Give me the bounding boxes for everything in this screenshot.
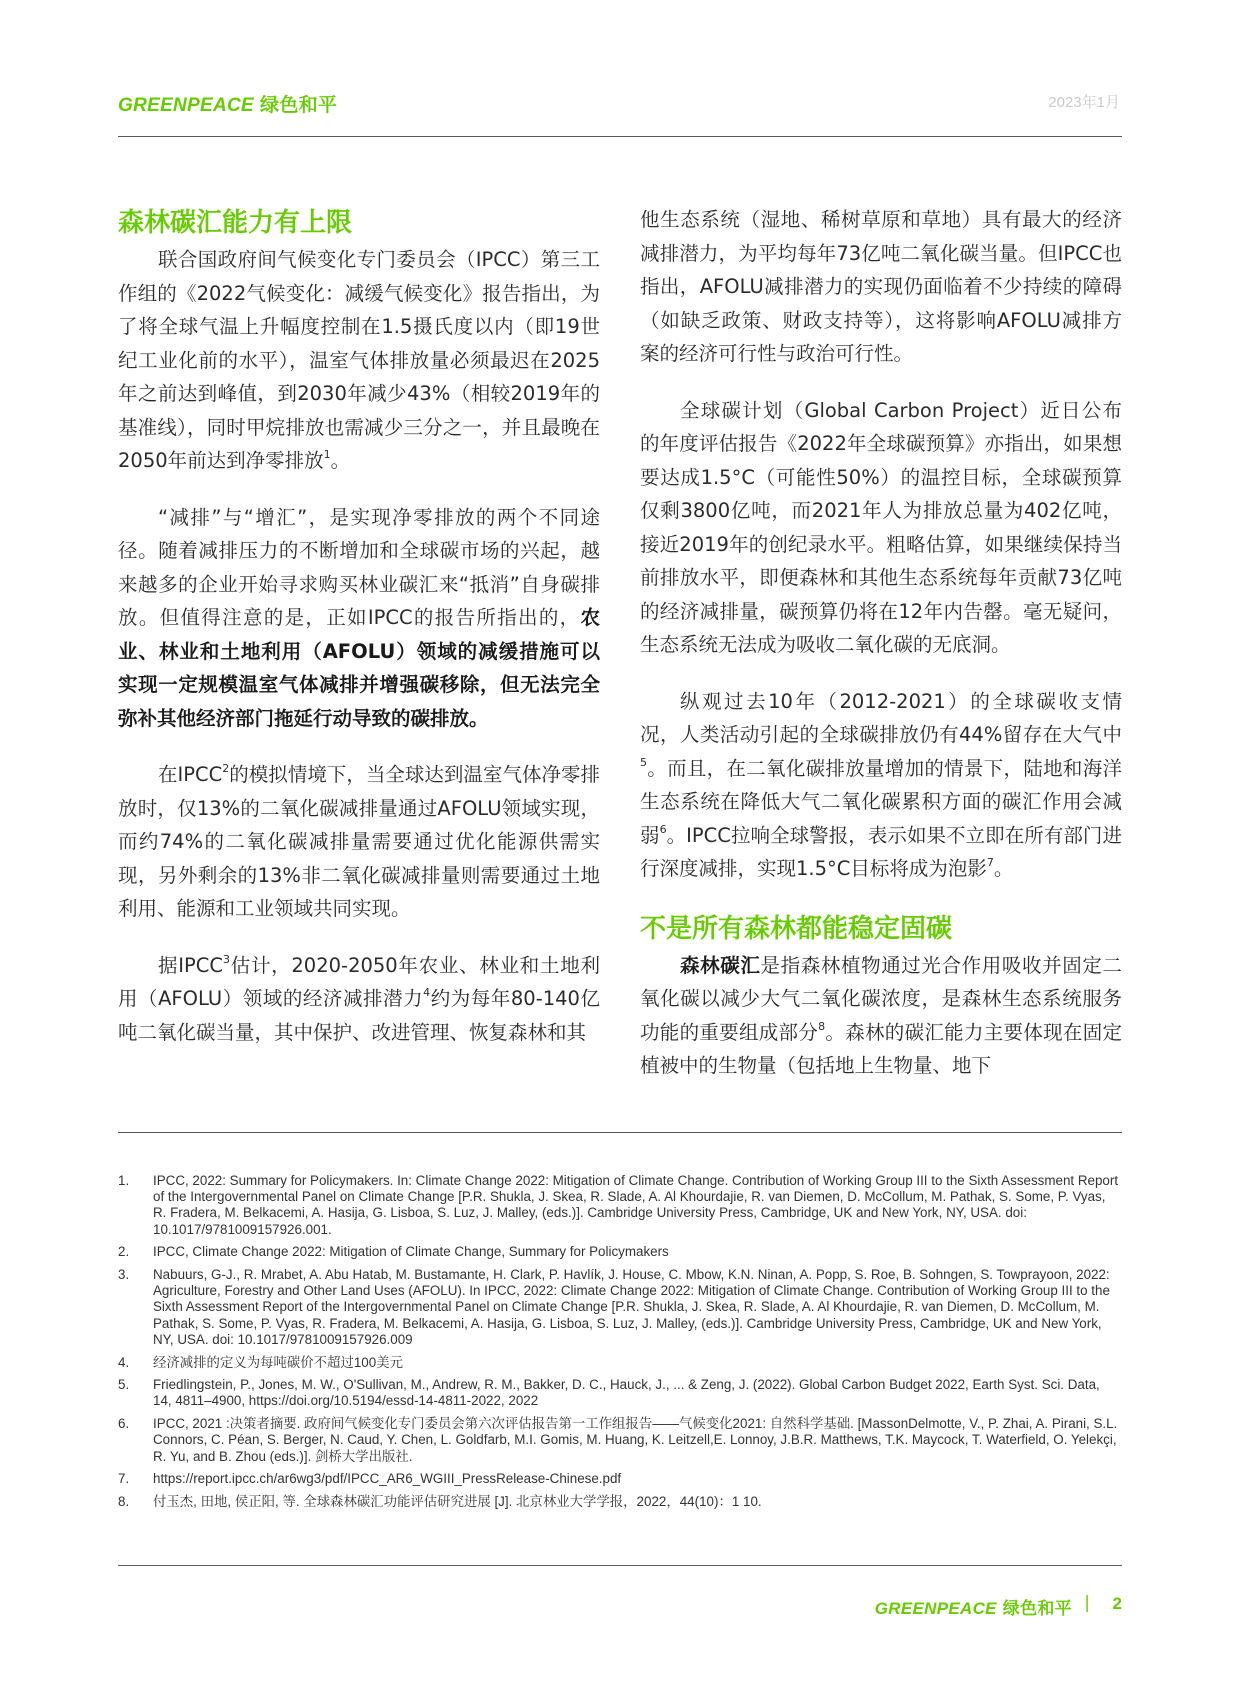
footnotes-divider xyxy=(118,1132,1122,1133)
footnote-item: 2. IPCC, Climate Change 2022: Mitigation of Climate Change, Summary for Policymakers xyxy=(118,1244,669,1260)
paragraph: 森林碳汇是指森林植物通过光合作用吸收并固定二氧化碳以减少大气二氧化碳浓度，是森林生态系统服务功能的重要组成部分$^8$。森林的碳汇能力主要体现在固定植被中的生物量（包括地上生物量、地下 xyxy=(640,953,1122,1077)
paragraph: 全球碳计划（Global Carbon Project）近日公布的年度评估报告《2022年全球碳预算》亦指出，如果想要达成1.5°C（可能性50%）的温控目标，全球碳预算仅剩3800亿吨，而2021年人为排放总量为402亿吨，接近2019年的创纪录水平。粗略估算，如果继续保持当前排放水平，即便森林和其他生态系统每年贡献73亿吨的经济减排量，碳预算仍将在12年内告罄。毫无疑问，生态系统无法成为吸收二氧化碳的无底洞。 xyxy=(640,398,1122,656)
paragraph: 据IPCC$^3$估计，2020-2050年农业、林业和土地利用（AFOLU）领域的经济减排潜力$^4$约为每年80-140亿吨二氧化碳当量，其中保护、改进管理、恢复森林和其 xyxy=(118,952,600,1044)
footnote-ref[interactable]: 8 xyxy=(818,1019,826,1033)
logo-text-en: GREENPEACE xyxy=(118,95,255,116)
footnote-item: 4. 经济减排的定义为每吨碳价不超过100美元 xyxy=(118,1354,403,1370)
footnote-item: 5. Friedlingstein, P., Jones, M. W., O'Sullivan, M., Andrew, R. M., Bakker, D. C., Hauck, J., ... & Zeng, J. (2022). Global Carbon Budget 2022, Earth Syst. Sci. Data, 14, 4811–4900, https://doi.org/10.5194/essd-14-4811-2022, 2022 xyxy=(118,1377,1100,1409)
logo-text-cn: 绿色和平 xyxy=(1002,1599,1072,1619)
paragraph: 纵观过去10年（2012-2021）的全球碳收支情况，人类活动引起的全球碳排放仍有44%留存在大气中$^5$。而且，在二氧化碳排放量增加的情景下，陆地和海洋生态系统在降低大气二氧化碳累积方面的碳汇作用会减弱$^6$。IPCC拉响全球警报，表示如果不立即在所有部门进行深度减排，实现1.5°C目标将成为泡影$^7$。 xyxy=(640,689,1122,880)
paragraph: 在IPCC$^2$的模拟情境下，当全球达到温室气体净零排放时，仅13%的二氧化碳减排量通过AFOLU领域实现，而约74%的二氧化碳减排量需要通过优化能源供需实现，另外剩余的13%非二氧化碳减排量则需要通过土地利用、能源和工业领域共同实现。 xyxy=(118,762,600,920)
footnote-link[interactable]: https://report.ipcc.ch/ar6wg3/pdf/IPCC_AR6_WGIII_PressRelease-Chinese.pdf xyxy=(153,1471,622,1487)
footnote-ref[interactable]: 5 xyxy=(640,755,647,769)
footnotes-list xyxy=(118,1173,1122,1517)
footnote-item: 6. IPCC, 2021 :决策者摘要. 政府间气候变化专门委员会第六次评估报告第一工作组报告——气候变化2021: 自然科学基础. [MassonDelmotte, V., P. Zhai, A. Pirani, S.L. Connors, C. Péan, S. Berger, N. Caud, Y. Chen, L. Goldfarb, M.I. Gomis, M. Huang, K. Leitzell,E. Lonnoy, J.B.R. Matthews, T.K. Maycock, T. Waterfield, O. Yelekçi, R. Yu, and B. Zhou (eds.)]. 剑桥大学出版社. xyxy=(118,1416,1118,1464)
section-heading-unstable-forests: 不是所有森林都能稳定固碳 xyxy=(640,913,953,944)
footnote-item: 3. Nabuurs, G-J., R. Mrabet, A. Abu Hatab, M. Bustamante, H. Clark, P. Havlík, J. House, C. Mbow, K.N. Ninan, A. Popp, S. Roe, B. Sohngen, S. Towprayoon, 2022: Agriculture, Forestry and Other Land Uses (AFOLU). In IPCC, 2022: Climate Change 2022: Mitigation of Climate Change. Contribution of Working Group III to the Sixth Assessment Report of the Intergovernmental Panel on Climate Change [P.R. Shukla, J. Skea, R. Slade, A. Al Khourdajie, R. van Diemen, D. McCollum, M. Pathak, S. Some, P. Vyas, R. Fradera, M. Belkacemi, A. Hasija, G. Lisboa, S. Luz, J. Malley, (eds.)]. Cambridge University Press, Cambridge, UK and New York, NY, USA. doi: 10.1017/9781009157926.009 xyxy=(118,1267,1110,1347)
left-column xyxy=(118,203,600,1072)
footnote-item: 7. https://report.ipcc.ch/ar6wg3/pdf/IPCC_AR6_WGIII_PressRelease-Chinese.pdf xyxy=(118,1471,622,1487)
footer-separator: | xyxy=(1084,1593,1090,1613)
footer-divider xyxy=(118,1565,1122,1566)
logo-text-cn: 绿色和平 xyxy=(260,94,338,116)
right-column xyxy=(640,203,1122,1106)
footnote-item: 8. 付玉杰, 田地, 侯正阳, 等. 全球森林碳汇功能评估研究进展 [J]. 北京林业大学学报，2022，44(10)：1 10. xyxy=(118,1493,762,1509)
paragraph: 联合国政府间气候变化专门委员会（IPCC）第三工作组的《2022气候变化：减缓气候变化》报告指出，为了将全球气温上升幅度控制在1.5摄氏度以内（即19世纪工业化前的水平），温室气体排放量必须最迟在2025年之前达到峰值，到2030年减少43%（相较2019年的基准线），同时甲烷排放也需减少三分之一，并且最晚在2050年前达到净零排放$^1$。 xyxy=(118,248,600,472)
greenpeace-logo xyxy=(118,90,337,117)
section-heading-forest-carbon-limit: 森林碳汇能力有上限 xyxy=(118,208,353,238)
footer-greenpeace-logo xyxy=(875,1594,1072,1619)
header-divider xyxy=(118,136,1122,137)
page-number: 2 xyxy=(1112,1594,1122,1613)
footnote-ref[interactable]: 7 xyxy=(986,856,994,869)
publication-date: 2023年1月 xyxy=(1048,94,1120,111)
footnote-ref[interactable]: 6 xyxy=(659,822,667,836)
footnote-ref[interactable]: 3 xyxy=(222,952,230,966)
paragraph: 他生态系统（湿地、稀树草原和草地）具有最大的经济减排潜力，为平均每年73亿吨二氧化碳当量。但IPCC也指出，AFOLU减排潜力的实现仍面临着不少持续的障碍（如缺乏政策、财政支持等），这将影响AFOLU减排方案的经济可行性与政治可行性。 xyxy=(640,208,1122,365)
footnote-ref[interactable]: 2 xyxy=(222,762,230,775)
paragraph: “减排”与“增汇”，是实现净零排放的两个不同途径。随着减排压力的不断增加和全球碳市场的兴起，越来越多的企业开始寻求购买林业碳汇来“抵消”自身碳排放。但值得注意的是，正如IPCC的报告所指出的，农业、林业和土地利用（AFOLU）领域的减缓措施可以实现一定规模温室气体减排并增强碳移除，但无法完全弥补其他经济部门拖延行动导致的碳排放。 xyxy=(118,505,600,730)
emphasis-text: 农业、林业和土地利用（AFOLU）领域的减缓措施可以实现一定规模温室气体减排并增强碳移除，但无法完全弥补其他经济部门拖延行动导致的碳排放。 xyxy=(118,606,600,730)
footnote-ref[interactable]: 1 xyxy=(323,448,331,461)
emphasis-text: 森林碳汇 xyxy=(680,953,761,977)
footnote-ref[interactable]: 4 xyxy=(423,986,431,999)
footnote-item: 1. IPCC, 2022: Summary for Policymakers. In: Climate Change 2022: Mitigation of Climate Change. Contribution of Working Group III to the Sixth Assessment Report of the Intergovernmental Panel on Climate Change [P.R. Shukla, J. Skea, R. Slade, A. Al Khourdajie, R. van Diemen, D. McCollum, M. Pathak, S. Some, P. Vyas, R. Fradera, M. Belkacemi, A. Hasija, G. Lisboa, S. Luz, J. Malley, (eds.)]. Cambridge University Press, Cambridge, UK and New York, NY, USA. doi: 10.1017/9781009157926.001. xyxy=(118,1173,1119,1237)
logo-text-en: GREENPEACE xyxy=(874,1599,997,1618)
